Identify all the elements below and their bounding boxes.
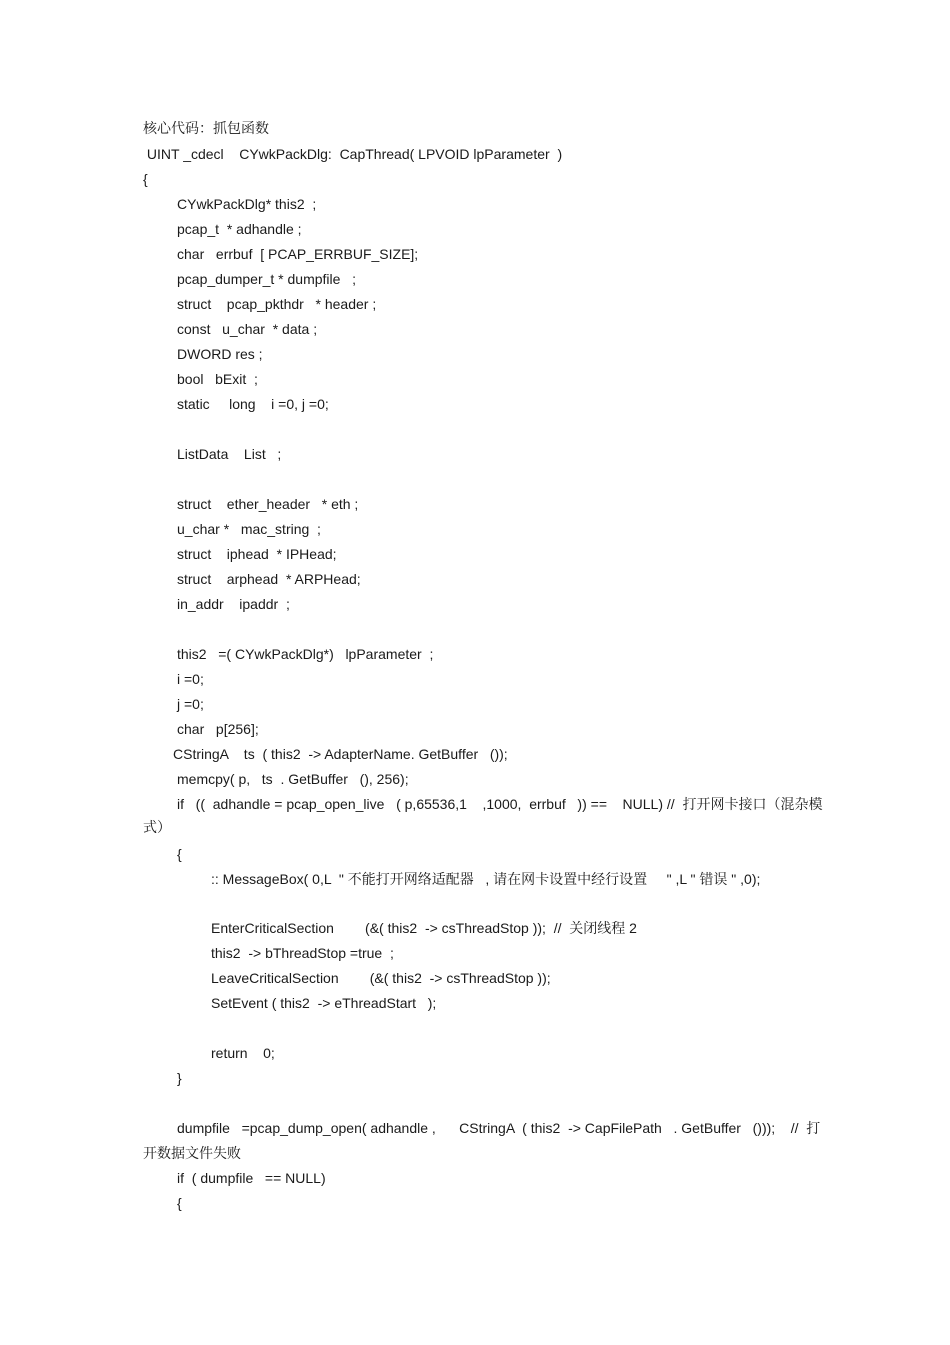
code-line: UINT _cdecl CYwkPackDlg: CapThread( LPVOID lpParameter ) xyxy=(143,146,563,162)
code-line: if ( dumpfile == NULL) xyxy=(177,1170,326,1186)
code-line: } xyxy=(177,1070,182,1086)
code-line: struct arphead * ARPHead; xyxy=(177,571,361,587)
code-line: pcap_dumper_t * dumpfile ; xyxy=(177,271,356,287)
code-line: EnterCriticalSection (&( this2 -> csThreadStop )); // 关闭线程 2 xyxy=(211,920,637,936)
code-line: 式） xyxy=(143,819,171,835)
code-line: this2 =( CYwkPackDlg*) lpParameter ; xyxy=(177,646,434,662)
code-line: const u_char * data ; xyxy=(177,321,318,337)
code-line: struct ether_header * eth ; xyxy=(177,496,359,512)
code-line: struct pcap_pkthdr * header ; xyxy=(177,296,377,312)
code-line: pcap_t * adhandle ; xyxy=(177,221,302,237)
code-line: DWORD res ; xyxy=(177,346,263,362)
code-line: u_char * mac_string ; xyxy=(177,521,321,537)
code-line: { xyxy=(143,171,148,187)
section-heading: 核心代码：抓包函数 xyxy=(143,120,269,136)
code-line: CYwkPackDlg* this2 ; xyxy=(177,196,317,212)
code-line: j =0; xyxy=(177,696,204,712)
code-line: 开数据文件失败 xyxy=(143,1145,241,1161)
code-line: memcpy( p, ts . GetBuffer (), 256); xyxy=(177,771,409,787)
code-line: char errbuf [ PCAP_ERRBUF_SIZE]; xyxy=(177,246,419,262)
code-line: return 0; xyxy=(211,1045,275,1061)
code-line: bool bExit ; xyxy=(177,371,258,387)
code-line: in_addr ipaddr ; xyxy=(177,596,290,612)
code-line: { xyxy=(177,1195,182,1211)
code-line: static long i =0, j =0; xyxy=(177,396,329,412)
code-line: SetEvent ( this2 -> eThreadStart ); xyxy=(211,995,437,1011)
code-line: struct iphead * IPHead; xyxy=(177,546,337,562)
code-line: char p[256]; xyxy=(177,721,259,737)
code-line: { xyxy=(177,846,182,862)
code-line: i =0; xyxy=(177,671,204,687)
code-line: if (( adhandle = pcap_open_live ( p,65536,1 ,1000, errbuf )) == NULL) // 打开网卡接口（混杂模 xyxy=(177,796,823,812)
code-line: ListData List ; xyxy=(177,446,282,462)
code-line: :: MessageBox( 0,L " 不能打开网络适配器 , 请在网卡设置中经行设置 " ,L " 错误 " ,0); xyxy=(211,871,761,887)
code-line: LeaveCriticalSection (&( this2 -> csThreadStop )); xyxy=(211,970,551,986)
code-line: dumpfile =pcap_dump_open( adhandle , CStringA ( this2 -> CapFilePath . GetBuffer ())); // 打 xyxy=(177,1120,821,1136)
code-line: CStringA ts ( this2 -> AdapterName. GetBuffer ()); xyxy=(173,746,508,762)
code-line: this2 -> bThreadStop =true ; xyxy=(211,945,394,961)
